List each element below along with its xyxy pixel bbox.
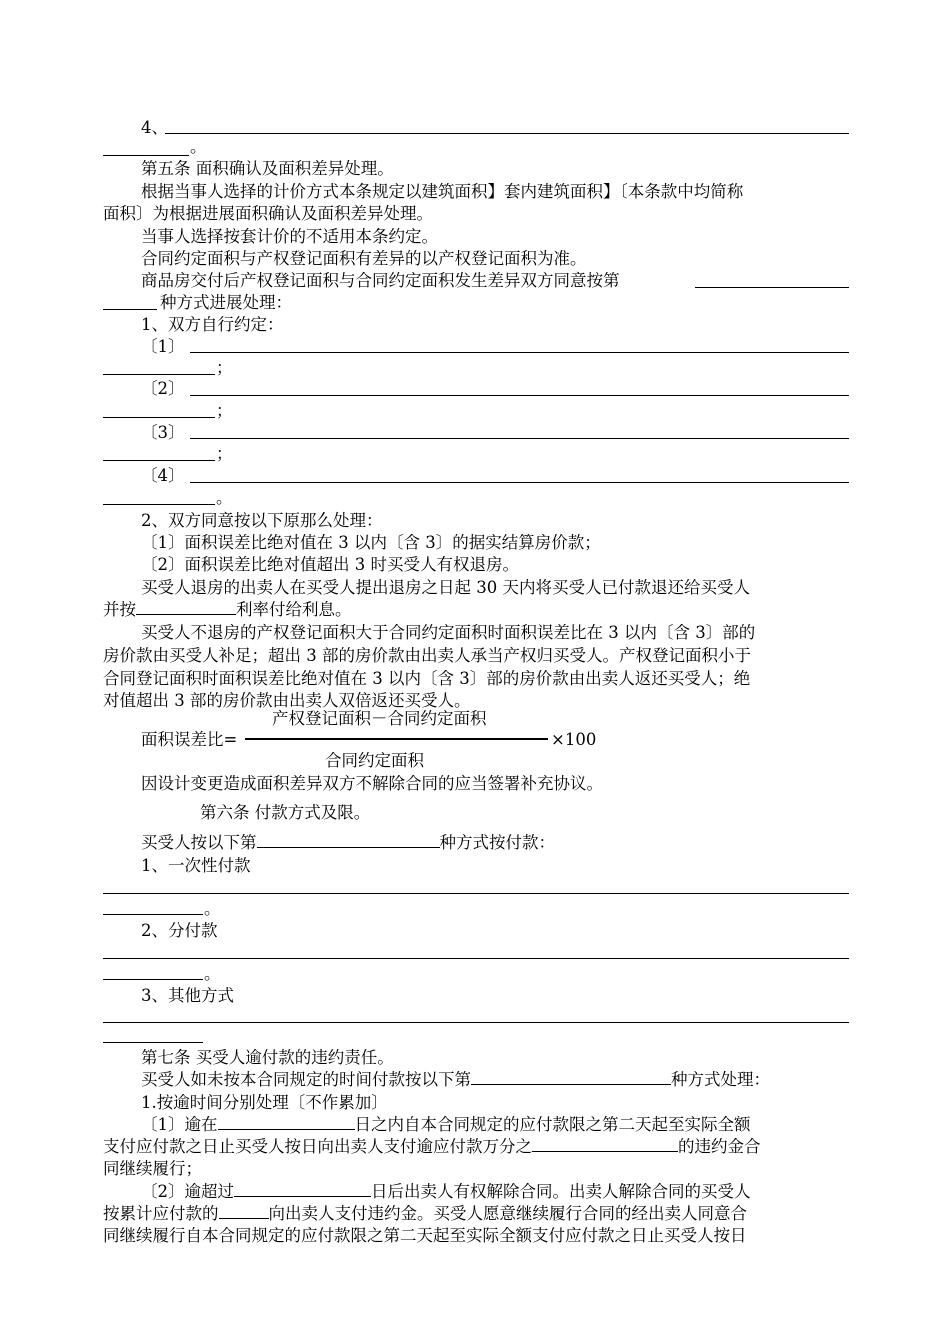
formula-denominator: 合同约定面积 [325, 751, 424, 770]
option-1-heading: 1、双方自行约定： [141, 315, 284, 334]
blank-line [190, 352, 849, 353]
blank-line [103, 1022, 849, 1023]
blank-field [532, 1137, 678, 1152]
blank-line [103, 893, 849, 894]
paragraph-line: 商品房交付后产权登记面积与合同约定面积发生差异双方同意按第 [141, 271, 620, 290]
paragraph-line: 买受人如未按本合同规定的时间付款按以下第 种方式处理： [141, 1070, 770, 1089]
paragraph-line: 根据当事人选择的计价方式本条规定以建筑面积】套内建筑面积】〔本条款中均简称 [141, 182, 744, 201]
paragraph-line: 房价款由买受人补足；超出 3 部的房价款由出卖人承当产权归买受人。产权登记面积小于 [103, 646, 751, 665]
formula-multiplier: ×100 [551, 730, 597, 749]
blank-line [103, 1042, 203, 1043]
blank-field [218, 1115, 355, 1130]
blank-line [103, 374, 215, 375]
payment-option-2-end: 。 [204, 964, 221, 983]
paragraph-line: 支付应付款之日止买受人按日向出卖人支付逾应付款万分之 的违约金合 [103, 1137, 761, 1156]
formula-label: 面积误差比= [141, 730, 238, 749]
fraction-bar [245, 738, 548, 740]
article-6-heading: 第六条 付款方式及限。 [200, 803, 371, 822]
blank-field [471, 1070, 671, 1085]
blank-field [257, 833, 440, 848]
blank-line [103, 958, 849, 959]
sub-item-2-end: ； [216, 401, 233, 420]
paragraph-line: 〔2〕面积误差比绝对值超出 3 时买受人有权退房。 [141, 555, 519, 574]
blank-line [103, 460, 215, 461]
blank-line [165, 133, 849, 134]
paragraph-line: 合同约定面积与产权登记面积有差异的以产权登记面积为准。 [141, 249, 587, 268]
sub-item-2: 〔2〕 [141, 379, 185, 398]
paragraph-line: 并按 利率付给利息。 [103, 600, 352, 619]
paragraph-line: 种方式进展处理： [160, 293, 292, 312]
paragraph-line: 〔1〕面积误差比绝对值在 3 以内〔含 3〕的据实结算房价款； [141, 533, 601, 552]
payment-option-3: 3、其他方式 [141, 986, 234, 1005]
paragraph-line: 〔2〕逾超过 日后出卖人有权解除合同。出卖人解除合同的买受人 [141, 1182, 751, 1201]
article-7-heading: 第七条 买受人逾付款的违约责任。 [141, 1048, 394, 1067]
blank-line [190, 438, 849, 439]
paragraph-line: 同继续履行； [103, 1159, 202, 1178]
paragraph-line: 同继续履行自本合同规定的应付款限之第二天起至实际全额支付应付款之日止买受人按日 [103, 1226, 747, 1245]
blank-field [234, 1182, 371, 1197]
payment-option-2: 2、分付款 [141, 921, 218, 940]
blank-field [219, 1204, 269, 1219]
blank-line [103, 504, 215, 505]
blank-field [136, 600, 236, 615]
paragraph-line: 合同登记面积时面积误差比绝对值在 3 以内〔含 3〕部的房价款由出卖人返还买受人；绝 [103, 669, 751, 688]
sub-item-3-end: ； [216, 444, 233, 463]
item-4-end: 。 [190, 137, 207, 156]
paragraph-line: 按累计应付款的 向出卖人支付违约金。买受人愿意继续履行合同的经出卖人同意合 [103, 1204, 747, 1223]
blank-line [190, 482, 849, 483]
blank-line [103, 309, 157, 310]
article-5-heading: 第五条 面积确认及面积差异处理。 [141, 159, 394, 178]
sub-item-4: 〔4〕 [141, 466, 185, 485]
paragraph-line: 1.按逾时间分别处理〔不作累加〕 [141, 1093, 388, 1112]
paragraph-line: 当事人选择按套计价的不适用本条约定。 [141, 227, 438, 246]
sub-item-4-end: 。 [216, 488, 233, 507]
option-2-heading: 2、双方同意按以下原那么处理： [141, 511, 383, 530]
paragraph-line: 买受人不退房的产权登记面积大于合同约定面积时面积误差比在 3 以内〔含 3〕部的 [141, 623, 756, 642]
paragraph-line: 买受人按以下第 种方式按付款： [141, 833, 555, 852]
blank-line [103, 155, 189, 156]
blank-line [695, 287, 849, 288]
blank-line [103, 979, 203, 980]
sub-item-1-end: ； [216, 358, 233, 377]
sub-item-1: 〔1〕 [141, 337, 185, 356]
payment-option-1-end: 。 [204, 899, 221, 918]
blank-line [103, 417, 215, 418]
paragraph-line: 对值超出 3 部的房价款由出卖人双倍返还买受人。 [103, 691, 471, 710]
blank-line [103, 914, 203, 915]
payment-option-1: 1、一次性付款 [141, 856, 251, 875]
paragraph-line: 因设计变更造成面积差异双方不解除合同的应当签署补充协议。 [141, 774, 603, 793]
blank-line [190, 395, 849, 396]
paragraph-line: 买受人退房的出卖人在买受人提出退房之日起 30 天内将买受人已付款退还给买受人 [141, 578, 750, 597]
paragraph-line: 〔1〕逾在 日之内自本合同规定的应付款限之第二天起至实际全额 [141, 1115, 751, 1134]
paragraph-line: 面积〕为根据进展面积确认及面积差异处理。 [103, 204, 433, 223]
formula-numerator: 产权登记面积－合同约定面积 [272, 709, 487, 728]
item-4-label: 4、 [141, 118, 168, 137]
sub-item-3: 〔3〕 [141, 423, 185, 442]
